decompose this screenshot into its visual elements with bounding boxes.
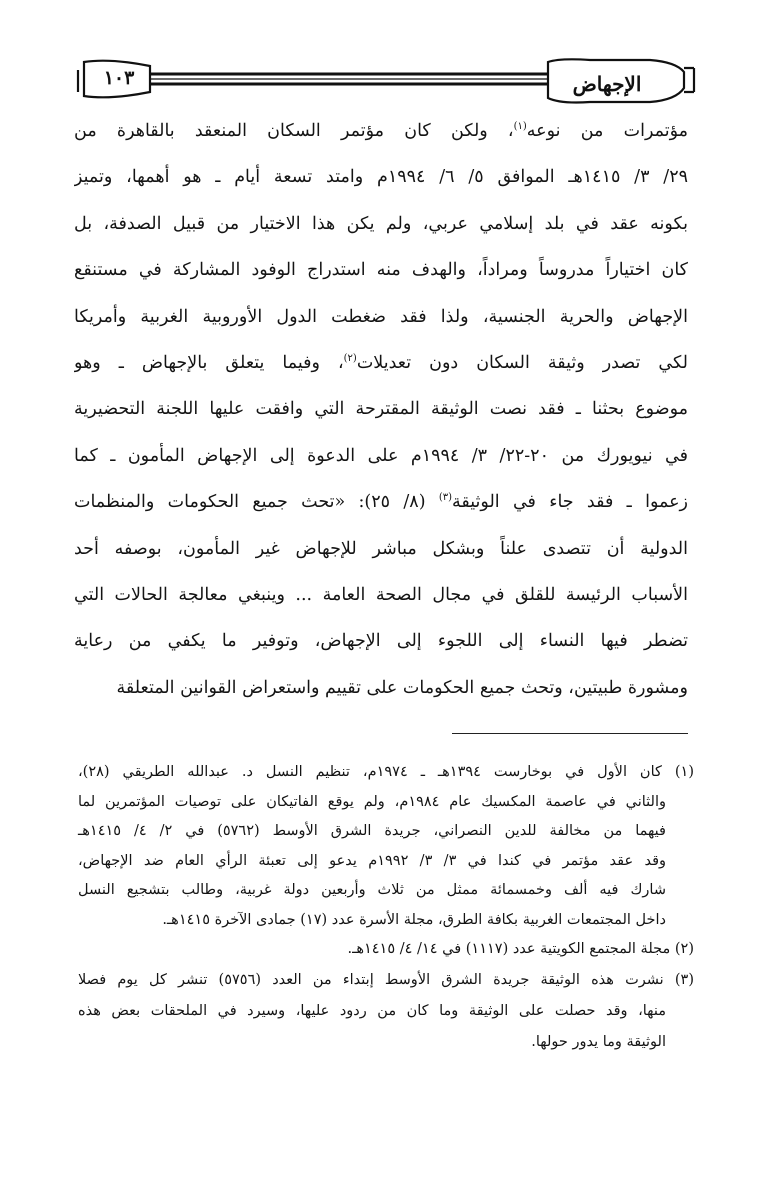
body-line (74, 340, 688, 386)
footnote-3 (66, 965, 694, 1058)
footnote-ref: (١) (513, 121, 527, 133)
body-line-text: في نيويورك من ٢٠-٢٢/ ٣/ ١٩٩٤م على الدعوة إلى الإجهاض المأمون ـ كما (74, 445, 688, 466)
body-line (74, 665, 688, 711)
body-line (74, 618, 688, 664)
body-line (74, 294, 688, 340)
body-line-text: زعموا ـ فقد جاء في الوثيقة (452, 492, 688, 513)
footnote-line: الوثيقة وما يدور حولها. (531, 1033, 666, 1050)
body-line-text: ٢٩/ ٣/ ١٤١٥هـ الموافق ٥/ ٦/ ١٩٩٤م وامتد تسعة أيام ـ هو أهمها، وتميز (74, 167, 688, 188)
body-line (74, 479, 688, 525)
running-title: الإجهاض (572, 72, 642, 96)
body-line (74, 572, 688, 618)
body-line (74, 108, 688, 154)
body-line-text: ، وفيما يتعلق بالإجهاض ـ وهو (74, 352, 344, 373)
body-line (74, 433, 688, 479)
footnote-ref: (٢) (343, 353, 357, 365)
footnote-ref: (٣) (438, 492, 453, 504)
running-header (0, 0, 765, 110)
body-line-text: مؤتمرات من نوعه (526, 121, 688, 141)
body-line (74, 386, 688, 432)
body-line-text: كان اختياراً مدروساً ومراداً، والهدف منه استدراج الوفود المشاركة في مستنقع (74, 260, 688, 281)
body-line-text: الأسباب الرئيسة للقلق في مجال الصحة العامة ... وينبغي معالجة الحالات التي (74, 584, 688, 605)
body-line-text: موضوع بحثنا ـ فقد نصت الوثيقة المقترحة التي وافقت عليها اللجنة التحضيرية (74, 399, 688, 420)
body-line-text: بكونه عقد في بلد إسلامي عربي، ولم يكن هذا الاختيار من قبيل الصدفة، بل (74, 213, 688, 234)
footnotes (66, 758, 694, 1058)
footnote-line: وقد عقد مؤتمر في كندا في ٣/ ٣/ ١٩٩٢م يدعو إلى تعبئة الرأي العام ضد الإجهاض، (78, 852, 666, 869)
body-line-text: (٨/ ٢٥): «تحث جميع الحكومات والمنظمات (74, 492, 439, 513)
body-line-text: ومشورة طبيتين، وتحث جميع الحكومات على تقييم واستعراض القوانين المتعلقة (116, 677, 688, 698)
footnote-line: فيهما من مخالفة للدين النصراني، جريدة الشرق الأوسط (٥٧٦٢) في ٢/ ٤/ ١٤١٥هـ (78, 823, 666, 839)
body-line-text: تضطر فيها النساء إلى اللجوء إلى الإجهاض، وتوفير ما يكفي من رعاية (74, 631, 688, 652)
footnote-line: (١) كان الأول في بوخارست ١٣٩٤هـ ـ ١٩٧٤م، تنظيم النسل د. عبدالله الطريقي (٢٨)، (78, 764, 694, 780)
body-line (74, 201, 688, 247)
footnote-line: منها، وقد حصلت على الوثيقة وما كان من ردود عليها، وسيرد في الملحقات بعض هذه (78, 1002, 666, 1019)
footnote-line: داخل المجتمعات الغربية بكافة الطرق، مجلة الأسرة عدد (١٧) جمادى الآخرة ١٤١٥هـ. (162, 911, 666, 928)
footnote-separator (452, 733, 688, 734)
body-line (74, 247, 688, 293)
body-line-text: لكي تصدر وثيقة السكان دون تعديلات (356, 352, 688, 373)
footnote-line: شارك فيه ألف وخمسمائة ممثل من ثلاث وأربعين دولة غربية، وطالب بتشجيع النسل (78, 882, 666, 898)
footnote-2 (66, 935, 694, 965)
body-line-text: الإجهاض والحرية الجنسية، ولذا فقد ضغطت الدول الأوروبية الغربية وأمريكا (74, 306, 688, 327)
body-line-text: ، ولكن كان مؤتمر السكان المنعقد بالقاهرة من (74, 121, 514, 141)
body-line (74, 154, 688, 200)
body-text (74, 108, 688, 711)
footnote-line: (٣) نشرت هذه الوثيقة جريدة الشرق الأوسط إبتداء من العدد (٥٧٥٦) تنشر كل يوم فصلا (78, 971, 694, 988)
body-line-text: الدولية أن تتصدى علناً وبشكل مباشر للإجهاض غير المأمون، بوصفه أحد (74, 538, 688, 559)
footnote-line: والثاني في عاصمة المكسيك عام ١٩٨٤م، ولم يوقع الفاتيكان على توصيات المؤتمرين لما (78, 793, 666, 810)
body-line (74, 526, 688, 572)
page-number: ١٠٣ (103, 67, 135, 89)
footnote-1 (66, 758, 694, 935)
footnote-line: (٢) مجلة المجتمع الكويتية عدد (١١١٧) في ١٤/ ٤/ ١٤١٥هـ. (347, 941, 694, 957)
